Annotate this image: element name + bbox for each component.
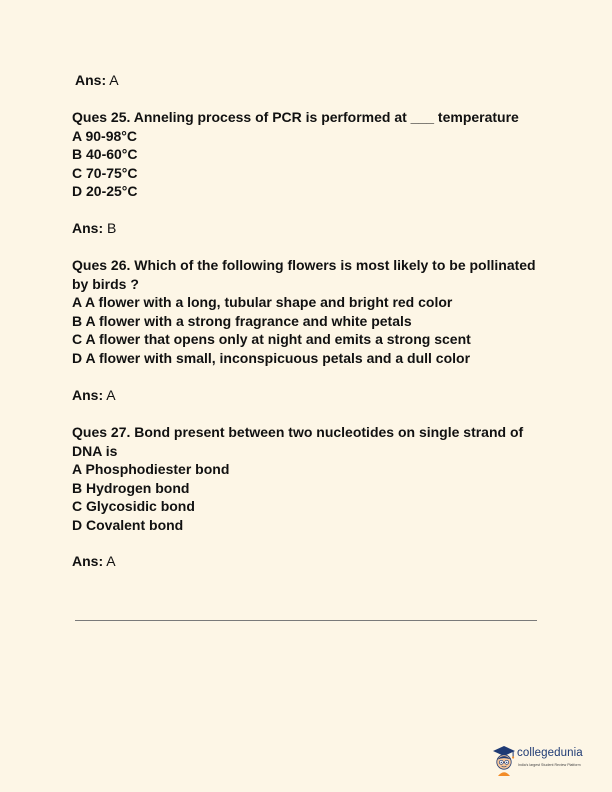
collegedunia-logo <box>490 744 595 778</box>
answer-label: Ans: <box>72 553 104 569</box>
question-title: Ques 25. Anneling process of PCR is performed at ___ temperature <box>72 109 519 125</box>
option-b: B A flower with a strong fragrance and white petals <box>72 312 412 329</box>
option-a: A A flower with a long, tubular shape and bright red color <box>72 294 453 310</box>
answer-label: Ans: <box>72 220 104 236</box>
mascot-icon <box>490 744 518 776</box>
answer-value: A <box>106 387 116 403</box>
option-d: D Covalent bond <box>72 516 184 533</box>
option-c: C 70-75°C <box>72 164 138 181</box>
question-title: Ques 26. Which of the following flowers is most likely to be pollinated by birds ? <box>72 257 536 292</box>
answer-label: Ans: <box>72 387 104 403</box>
answer-27 <box>72 552 116 570</box>
answer-25 <box>72 219 116 237</box>
option-d: D A flower with small, inconspicuous petals and a dull color <box>72 349 471 366</box>
footer-divider <box>75 620 537 621</box>
question-27 <box>72 423 532 534</box>
answer-prev <box>75 71 119 89</box>
logo-wordmark: collegedunia <box>517 747 583 759</box>
answer-value: B <box>107 220 117 236</box>
option-c: C Glycosidic bond <box>72 498 195 514</box>
option-b: B 40-60°C <box>72 146 138 162</box>
question-title: Ques 27. Bond present between two nucleotides on single strand of DNA is <box>72 424 524 459</box>
question-25 <box>72 108 542 201</box>
logo-tagline: India's largest Student Review Platform <box>518 763 581 767</box>
answer-26 <box>72 386 116 404</box>
question-26 <box>72 256 542 367</box>
option-a: A 90-98°C <box>72 127 137 144</box>
answer-value: A <box>109 72 119 88</box>
option-a: A Phosphodiester bond <box>72 461 230 477</box>
answer-label: Ans: <box>75 72 107 88</box>
option-c: C A flower that opens only at night and emits a strong scent <box>72 331 471 347</box>
option-b: B Hydrogen bond <box>72 479 190 496</box>
answer-value: A <box>106 553 116 569</box>
option-d: D 20-25°C <box>72 183 138 199</box>
